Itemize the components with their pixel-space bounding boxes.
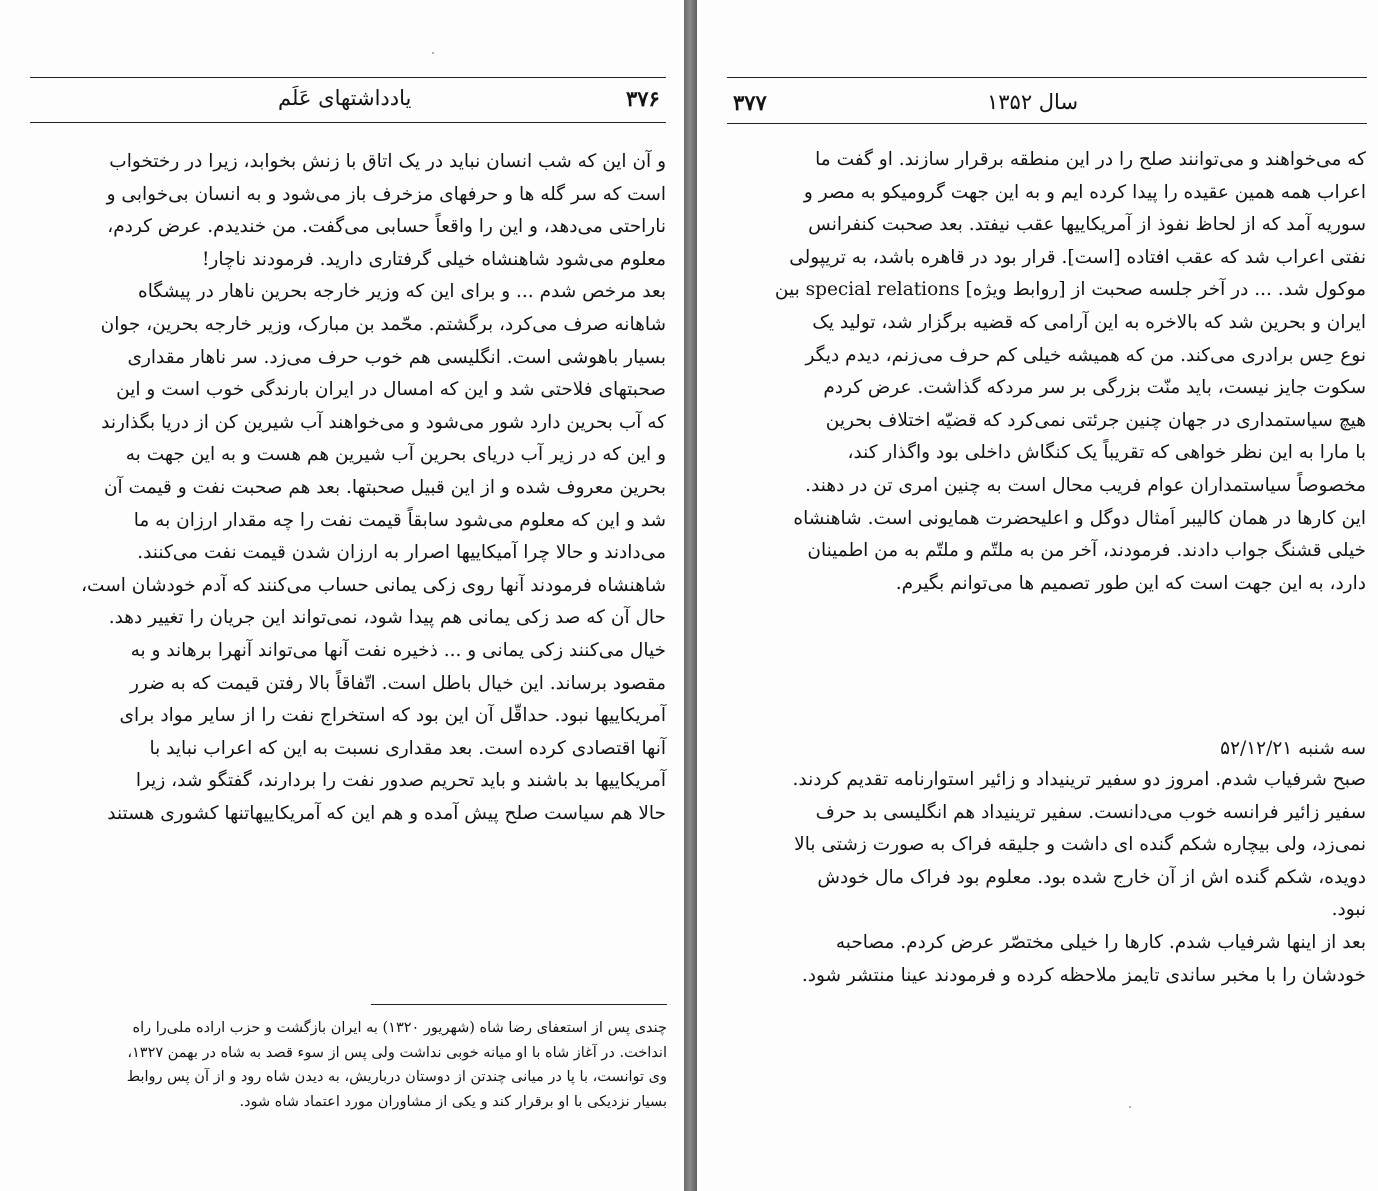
text-line: مخصوصاً سیاستمداران عوام فریب محال است به چنین امری تن در دهند. xyxy=(805,474,1366,496)
text-line: آنها اقتصادی کرده است. بعد مقداری نسبت به این که اعراب نباید با xyxy=(149,737,666,759)
text-line: این کارها در همان کالیبر اَمثال دوگل و اعلیحضرت همایونی است. شاهنشاه xyxy=(793,507,1366,529)
footnote-line: چندی پس از استعفای رضا شاه (شهریور ۱۳۲۰) به ایران بازگشت و حزب اراده ملی‌را راه xyxy=(132,1020,667,1036)
text-line: سوریه آمد که از لحاظ نفوذ از آمریکاییها عقب نیفتد. بعد صحبت کنفرانس xyxy=(808,214,1366,236)
text-line: ایران و بحرین شد که بالاخره به این آرامی که قضیه برگزار شد، تولید یک xyxy=(812,311,1366,333)
text-line: حالا هم سیاست صلح پیش آمده و هم این که آمریکاییهاتنها کشوری هستند xyxy=(107,802,666,824)
running-title: یادداشتهای عَلَم xyxy=(278,86,412,110)
text-line: و این که در زیر آب دریای بحرین آب شیرین هم هست و به این جهت به xyxy=(125,444,666,466)
text-line: بعد مرخص شدم ... و برای این که وزیر خارجه بحرین ناهار در پیشگاه xyxy=(138,281,666,303)
text-line: حال آن که صد زکی یمانی هم پیدا شود، نمی‌تواند این جریان را تغییر دهد. xyxy=(108,607,666,629)
header-rule-top xyxy=(30,77,666,78)
text-line: بحرین معروف شده و از این قبیل صحبتها. بعد هم صحبت نفت و قیمت آن xyxy=(103,476,666,498)
text-line: معلوم می‌شود شاهنشاه خیلی گرفتاری دارید. فرمودند ناچار! xyxy=(201,248,666,270)
text-line: ناراحتی می‌دهد، و این را واقعاً حسابی می‌گفت. من خندیدم. عرض کردم، xyxy=(107,216,666,238)
footnote-line: وی توانست، با پا در میانی چندتن از دوستان درباریش، به دیدن شاه رود و از آن پس روابط xyxy=(126,1069,667,1085)
text-line: خودشان را با مخبر ساندی تایمز ملاحظه کرده و فرمودند عینا منتشر شود. xyxy=(801,964,1366,986)
text-line: صبح شرفیاب شدم. امروز دو سفیر ترینیداد و زائیر استوارنامه تقدیم کردند. xyxy=(792,769,1366,790)
text-line: آمریکاییها نبود. حداقّل آن این بود که استخراج نفت را از سایر مواد برای xyxy=(119,705,666,727)
entry-date-heading: سه شنبه ۵۲/۱۲/۲۱ xyxy=(1220,738,1366,759)
scan-speck xyxy=(1129,1106,1131,1108)
text-line: که آب بحرین دارد شور می‌شود و می‌خواهند آب شیرین کن از دریا بگذارند xyxy=(101,411,666,433)
footnote xyxy=(126,1016,667,1114)
body-text xyxy=(727,144,1366,600)
text-line: آمریکاییها بد باشند و باید تحریم صدور نفت را بردارند، گفتگو شد، زیرا xyxy=(135,770,666,792)
text-line: سفیر زائیر فرانسه خوب می‌دانست. سفیر ترینیداد هم انگلیسی بد حرف xyxy=(815,801,1366,823)
header-rule-top xyxy=(727,77,1367,78)
text-line: مقصود برساند. این خیال باطل است. اتّفاقاً بالا رفتن قیمت که به ضرر xyxy=(129,672,666,694)
text-line: شد و این که معلوم می‌شود سابقاً قیمت نفت را چه مقدار ارزان به ما xyxy=(133,509,666,531)
text-line: دویده، شکم گنده اش از آن خارج شده بود. معلوم بود فراک مال خودش xyxy=(817,866,1366,888)
text-line: سکوت جایز نیست، باید منّت بزرگی بر سر مردکه گذاشت. عرض کردم xyxy=(823,377,1366,399)
text-line: صحبتهای فلاحتی شد و این که امسال در ایران بارندگی خوب است و این xyxy=(116,379,666,401)
text-line: دارد، به این جهت است که این طور تصمیم ها می‌توانم بگیرم. xyxy=(895,572,1366,594)
text-line: شاهنشاه فرمودند آنها روی زکی یمانی حساب می‌کنند که آدم خودشان است، xyxy=(81,574,666,596)
text-line: هیچ سیاستمداری در جهان چنین جرئتی نمی‌کرد که قضیّه اختلاف بحرین xyxy=(825,409,1366,431)
book-gutter xyxy=(684,0,697,1191)
page-number: ۳۷۷ xyxy=(733,90,767,115)
text-line: بسیار باهوشی است. انگلیسی هم خوب حرف می‌زد. سر ناهار مقداری xyxy=(127,346,666,368)
text-line: بعد از اینها شرفیاب شدم. کارها را خیلی مختصّر عرض کردم. مصاحبه xyxy=(835,931,1366,953)
footnote-rule xyxy=(371,1004,667,1005)
text-line: خیلی قشنگ جواب دادند. فرمودند، آخر من به ملتّم و ملتّم به من اطمینان xyxy=(807,540,1366,562)
entry-body xyxy=(727,764,1366,992)
text-line: نوع حِس برادری می‌کند. من که همیشه خیلی کم حرف می‌زنم، دیدم دیگر xyxy=(805,344,1366,366)
text-line: نمی‌زد، ولی بیچاره شکم گنده ای داشت و جلیقه فراک به صورت زشتی بالا xyxy=(794,834,1366,856)
body-text xyxy=(30,146,666,830)
text-line: که می‌خواهند و می‌توانند صلح را در این منطقه برقرار سازند. او گفت ما xyxy=(815,149,1366,170)
text-line: خیال می‌کنند زکی یمانی و ... ذخیره نفت آنها می‌تواند آنهرا برهاند و به xyxy=(130,639,666,661)
footnote-line: بسیار نزدیکی با او برقرار کند و یکی از مشاوران مورد اعتماد شاه شود. xyxy=(239,1093,667,1110)
text-line: شاهانه صرف می‌کرد، برگشتم. محّمد بن مبارک، وزیر خارجه بحرین، جوان xyxy=(100,313,666,335)
scan-speck xyxy=(432,52,434,54)
text-line: نبود. xyxy=(1331,899,1366,921)
text-line: اعراب همه همین عقیده را پیدا کرده ایم و به این جهت گرومیکو به مصر و xyxy=(803,181,1366,203)
text-line: نفتی اعراب شد که عقب افتاده [است]. قرار بود در قاهره باشد، به تریپولی xyxy=(789,246,1366,268)
footnote-line: انداخت. در آغاز شاه با او میانه خوبی نداشت ولی پس از سوء قصد به شاه در بهمن ۱۳۲۷، xyxy=(127,1044,667,1061)
right-page xyxy=(697,0,1378,1191)
running-title: سال ۱۳۵۲ xyxy=(987,90,1079,114)
text-line: است که سر گله ها و حرفهای مزخرف باز می‌شود و به انسان بی‌خوابی و xyxy=(106,183,666,205)
text-line: با مارا به این نظر خواهی که تقریباً یک کنگاش داخلی بود واگذار کند، xyxy=(847,442,1366,464)
text-line: موکول شد. ... در آخر جلسه صحبت از [روابط ویژه] special relations بین xyxy=(774,279,1366,301)
diary-entry xyxy=(727,734,1366,992)
left-page xyxy=(0,0,684,1191)
text-line: می‌دادند و حالا چرا آمیکاییها اصرار به ارزان شدن قیمت نفت می‌کنند. xyxy=(137,542,666,564)
header-rule-bottom xyxy=(727,123,1367,124)
header-rule-bottom xyxy=(30,122,666,123)
page-number: ۳۷۶ xyxy=(626,86,660,111)
text-line: و آن این که شب انسان نباید در یک اتاق با زنش بخوابد، زیرا در رختخواب xyxy=(109,151,666,172)
